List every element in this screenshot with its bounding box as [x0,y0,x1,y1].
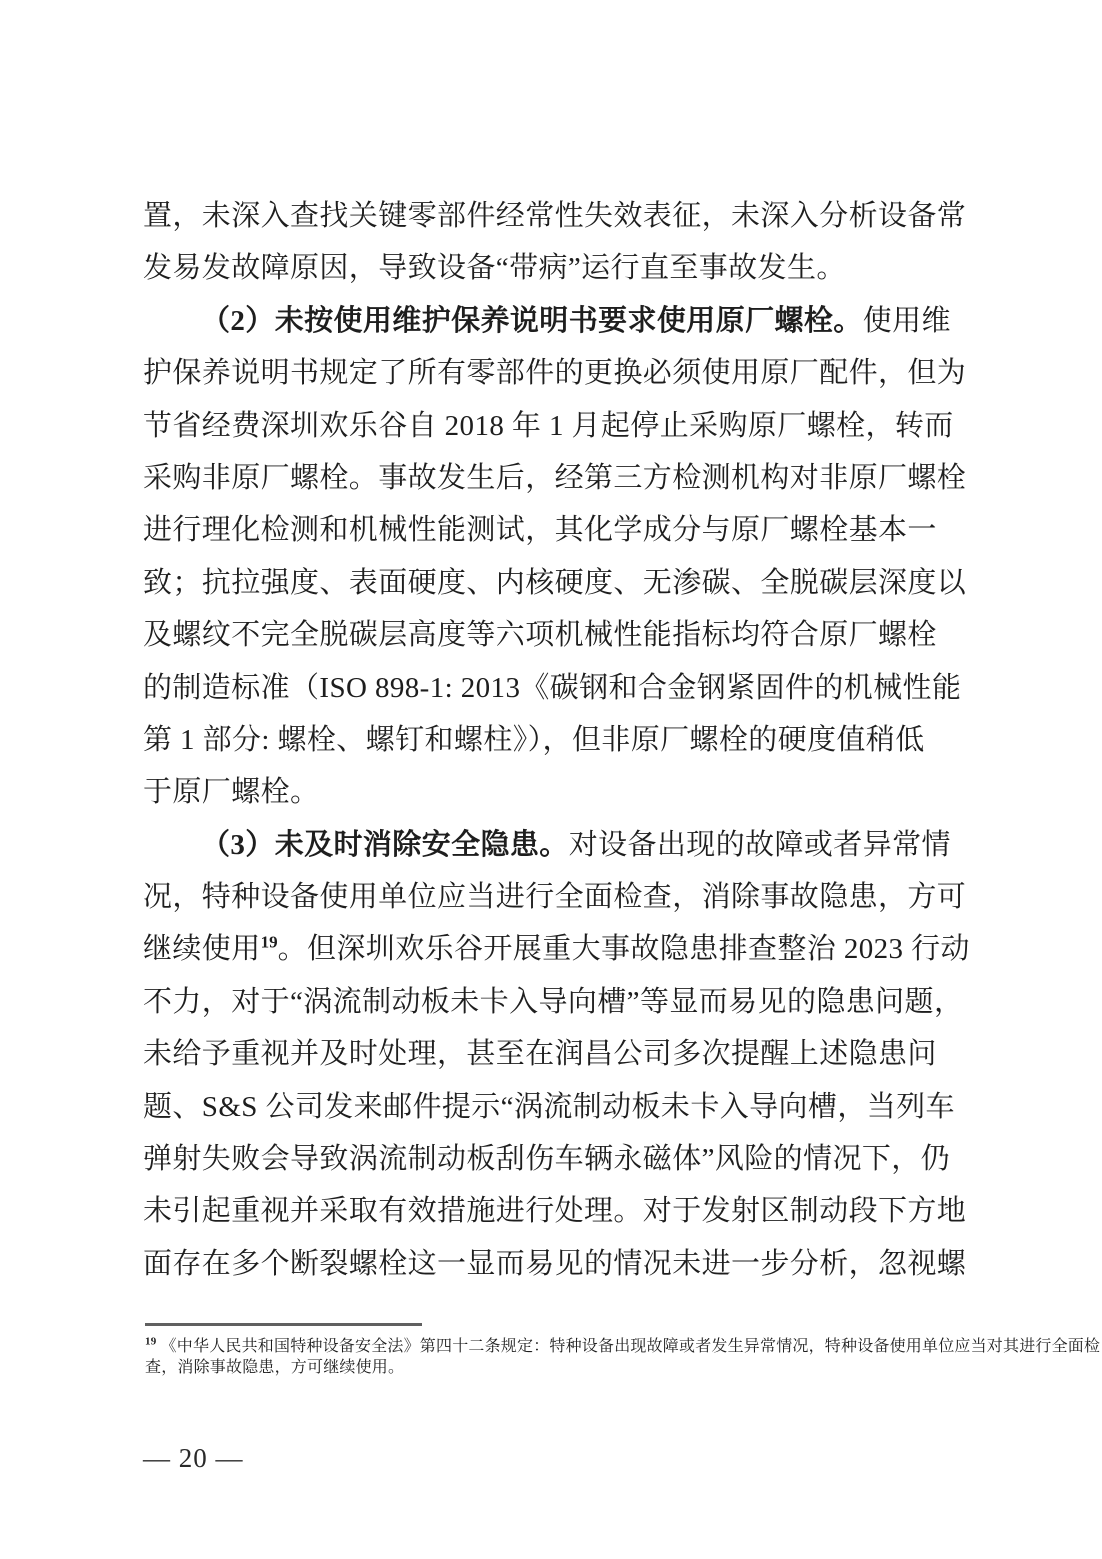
text-line [143,557,975,609]
text-line [143,1028,975,1080]
text-segment: 《中华人民共和国特种设备安全法》第四十二条规定：特种设备出现故障或者发生异常情况，特种设备使用单位应当对其进行全面检 [156,1338,1101,1355]
text-segment: 及螺纹不完全脱碳层高度等六项机械性能指标均符合原厂螺栓 [143,619,937,652]
text-line [143,1238,975,1290]
text-line [143,400,975,452]
text-line [143,923,975,975]
text-segment: 题、S&S 公司发来邮件提示“涡流制动板未卡入导向槽，当列车 [143,1090,955,1123]
text-line [143,452,975,504]
text-segment: 节省经费深圳欢乐谷自 2018 年 1 月起停止采购原厂螺栓，转而 [143,409,954,442]
text-segment: 采购非原厂螺栓。事故发生后，经第三方检测机构对非原厂螺栓 [143,461,967,494]
text-segment: 护保养说明书规定了所有零部件的更换必须使用原厂配件，但为 [143,357,967,390]
text-segment: 弹射失败会导致涡流制动板刮伤车辆永磁体”风险的情况下，仍 [143,1143,951,1176]
footnote-separator [145,1323,422,1326]
text-line [143,609,975,661]
text-segment: 面存在多个断裂螺栓这一显而易见的情况未进一步分析，忽视螺 [143,1247,967,1280]
text-segment: 况，特种设备使用单位应当进行全面检查，消除事故隐患，方可 [143,881,967,914]
text-line [143,347,975,399]
text-line [143,976,975,1028]
footnote-ref: 19 [145,1335,157,1348]
text-segment: 于原厂螺栓。 [143,776,320,809]
text-line [143,504,975,556]
body-text [143,190,975,1290]
text-line [143,662,975,714]
text-line [143,714,975,766]
text-line [143,819,975,871]
paragraph [143,295,975,819]
text-segment: 进行理化检测和机械性能测试，其化学成分与原厂螺栓基本一 [143,514,937,547]
text-segment: 的制造标准（ISO 898-1: 2013《碳钢和合金钢紧固件的机械性能 [143,671,962,704]
text-line [143,871,975,923]
page-number: — 20 — [143,1443,244,1473]
text-segment: 未引起重视并采取有效措施进行处理。对于发射区制动段下方地 [143,1195,967,1228]
text-segment: 查，消除事故隐患，方可继续使用。 [145,1359,405,1376]
text-segment: 致；抗拉强度、表面硬度、内核硬度、无渗碳、全脱碳层深度以 [143,566,967,599]
text-segment: 置，未深入查找关键零部件经常性失效表征，未深入分析设备常 [143,200,967,232]
text-line [143,242,975,294]
text-segment: 未给予重视并及时处理，甚至在润昌公司多次提醒上述隐患问 [143,1038,937,1071]
paragraph [143,190,975,295]
text-segment: 发易发故障原因，导致设备“带病”运行直至事故发生。 [143,252,846,285]
text-line [143,1081,975,1133]
text-line [143,190,975,242]
text-line [143,1185,975,1237]
footnote-ref: 19 [260,932,278,952]
text-line [143,1133,975,1185]
paragraph [143,819,975,1291]
text-segment: 对设备出现的故障或者异常情 [568,828,951,861]
text-line [143,295,975,347]
text-segment: 第 1 部分: 螺栓、螺钉和螺柱》），但非原厂螺栓的硬度值稍低 [143,723,925,756]
text-segment: 不力，对于“涡流制动板未卡入导向槽”等显而易见的隐患问题， [143,985,964,1018]
text-line [145,1357,969,1378]
text-segment: （2）未按使用维护保养说明书要求使用原厂螺栓。 [201,304,863,337]
footnote [145,1335,1101,1378]
text-line [145,1335,1101,1357]
text-segment: 。但深圳欢乐谷开展重大事故隐患排查整治 2023 行动 [277,933,970,966]
text-segment: 使用维 [862,304,951,337]
text-segment: 继续使用 [143,933,261,966]
text-line [143,766,975,818]
text-segment: （3）未及时消除安全隐患。 [201,828,569,861]
